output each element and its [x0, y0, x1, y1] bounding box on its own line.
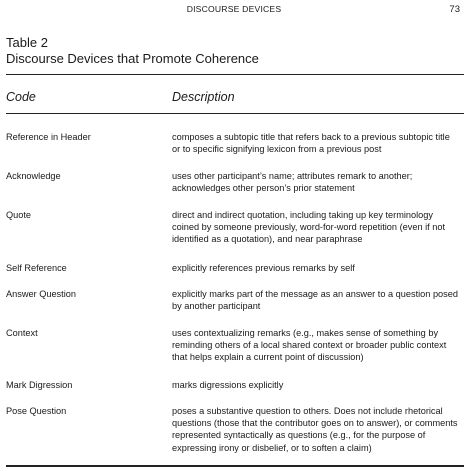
description-cell: [172, 262, 464, 274]
code-cell: Reference in Header: [6, 132, 91, 142]
page-number: 73: [449, 4, 460, 15]
description-line: represented syntactically as questions (e.g., for the purpose of: [172, 430, 426, 441]
description-cell: [172, 209, 464, 246]
table-title: Discourse Devices that Promote Coherence: [6, 51, 259, 66]
column-header-description: Description: [172, 90, 235, 104]
code-cell: Answer Question: [6, 289, 76, 299]
code-cell: Self Reference: [6, 263, 67, 273]
description-line: composes a subtopic title that refers back to a previous subtopic title: [172, 132, 450, 142]
description-cell: [172, 131, 464, 155]
code-cell: Context: [6, 328, 38, 338]
description-line: uses contextualizing remarks (e.g., makes sense of something by: [172, 328, 439, 338]
code-cell: Mark Digression: [6, 380, 73, 390]
code-cell: Quote: [6, 210, 32, 220]
running-head: DISCOURSE DEVICES: [186, 4, 282, 14]
description-line: marks digressions explicitly: [172, 380, 284, 390]
description-line: questions (those that the contributor goes on to answer), or comments: [172, 418, 458, 429]
code-cell: Pose Question: [6, 406, 67, 416]
description-line: or to specific signifying lexicon from a previous post: [172, 144, 382, 155]
table-top-rule: [6, 74, 464, 75]
table-header-rule: [6, 113, 464, 114]
description-cell: [172, 327, 464, 364]
description-line: that helps explain a current point of discussion): [172, 352, 364, 363]
table-label: Table 2: [6, 35, 48, 50]
description-line: identified as a quotation), and near paraphrase: [172, 234, 363, 245]
description-line: reminding others of a local shared context or broader public context: [172, 340, 447, 351]
description-line: acknowledges other person’s prior statement: [172, 183, 355, 194]
description-cell: [172, 405, 464, 454]
table-bottom-rule: [6, 465, 464, 467]
description-line: expressing irony or disbelief, or to soften a claim): [172, 442, 372, 453]
description-line: direct and indirect quotation, including taking up key terminology: [172, 210, 433, 220]
column-header-code: Code: [6, 90, 36, 104]
description-cell: [172, 379, 464, 391]
description-cell: [172, 170, 464, 194]
description-cell: [172, 288, 464, 312]
description-line: uses other participant’s name; attributes remark to another;: [172, 171, 413, 181]
description-line: poses a substantive question to others. Does not include rhetorical: [172, 406, 443, 416]
code-cell: Acknowledge: [6, 171, 61, 181]
description-line: explicitly references previous remarks by self: [172, 263, 355, 273]
description-line: explicitly marks part of the message as an answer to a question posed: [172, 289, 458, 299]
description-line: coined by someone previously, word-for-word repetition (even if not: [172, 222, 446, 233]
description-line: by another participant: [172, 301, 261, 312]
